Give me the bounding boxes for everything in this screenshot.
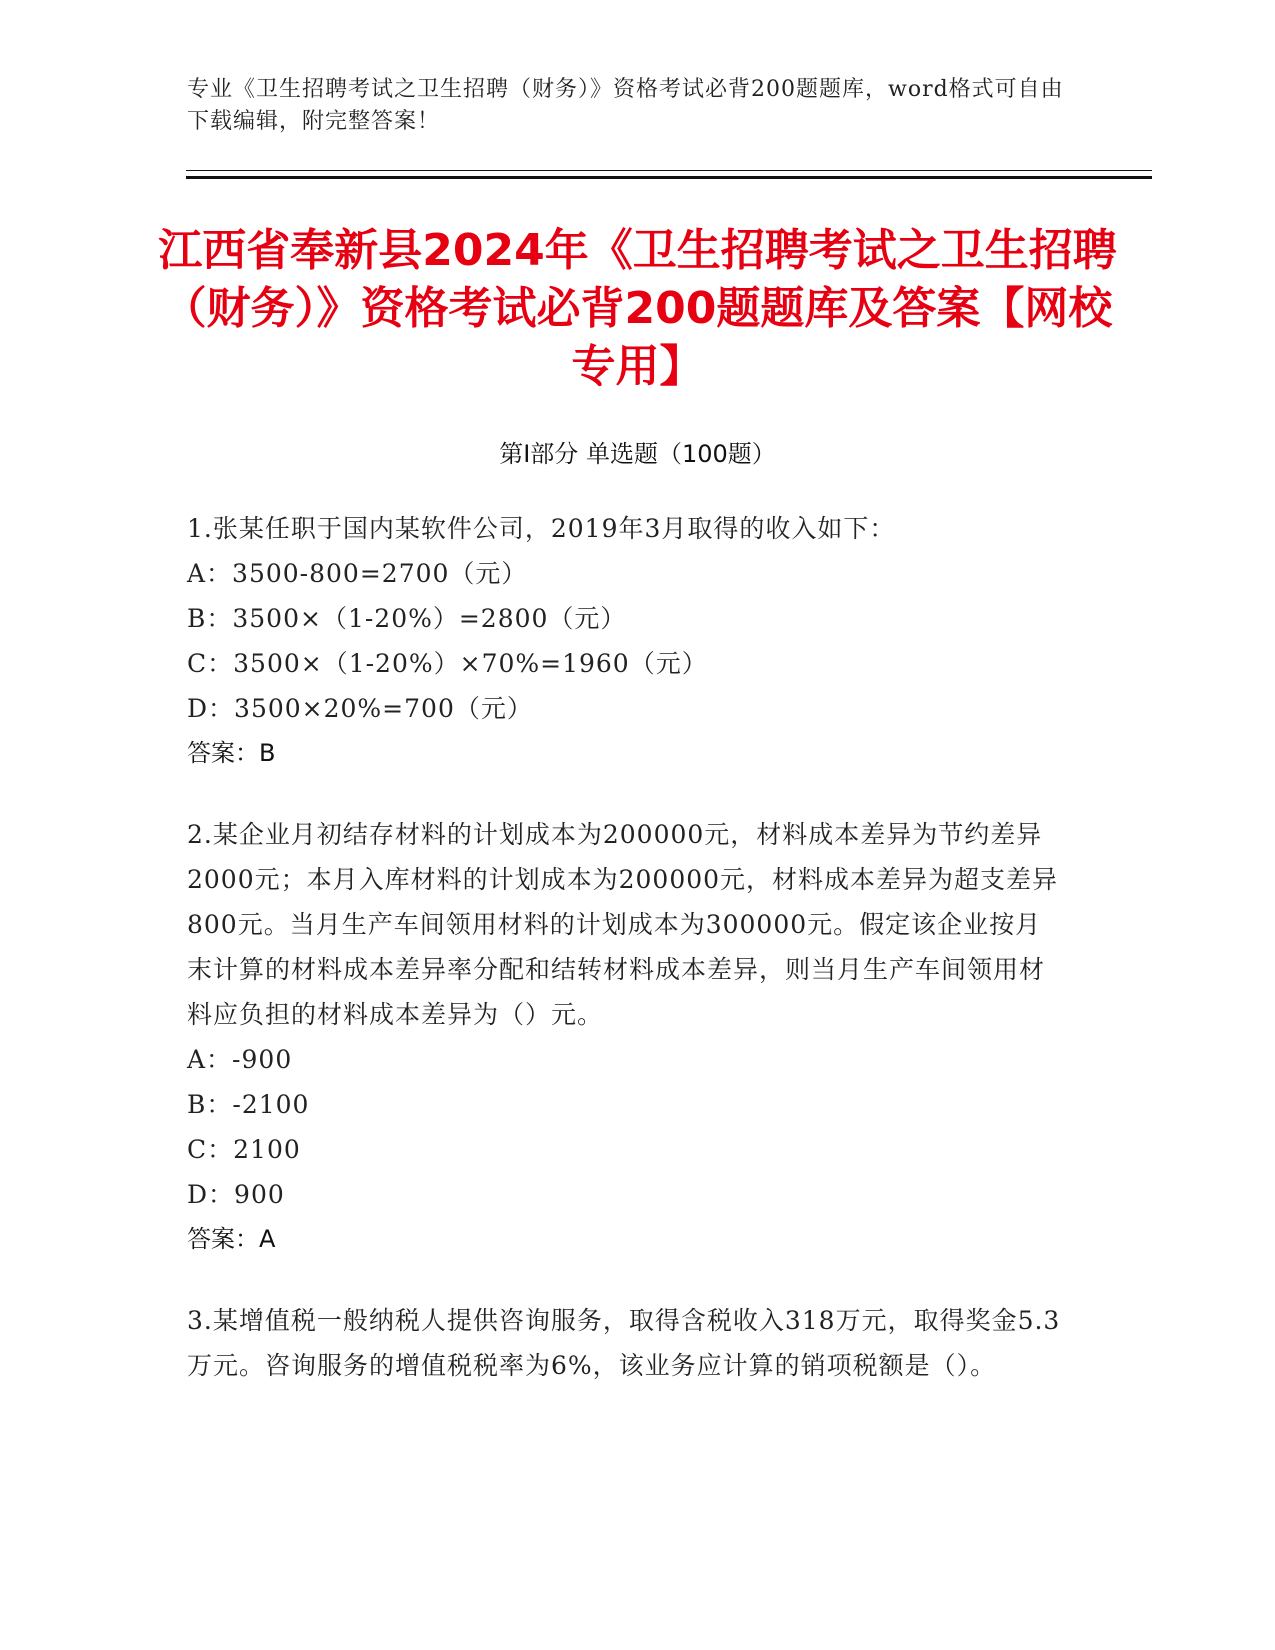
header-note: 专业《卫生招聘考试之卫生招聘（财务）》资格考试必背200题题库，word格式可自由下载编辑，附完整答案！ — [187, 77, 1064, 134]
question-1-stem: 1.张某任职于国内某软件公司，2019年3月取得的收入如下： — [187, 514, 896, 543]
question-2-option-b: B：-2100 — [187, 1090, 310, 1119]
question-2-option-d: D：900 — [187, 1180, 285, 1209]
question-1-option-a: A：3500-800=2700（元） — [187, 559, 528, 588]
question-2-answer: 答案：A — [187, 1225, 276, 1253]
question-1-option-d: D：3500×20%=700（元） — [187, 694, 533, 723]
question-1-option-b: B：3500×（1-20%）=2800（元） — [187, 604, 627, 633]
question-2-option-a: A：-900 — [187, 1045, 293, 1074]
document-title: 江西省奉新县2024年《卫生招聘考试之卫生招聘（财务）》资格考试必背200题题库及答案【网校专用】 — [158, 225, 1117, 392]
section-heading: 第I部分 单选题（100题） — [499, 440, 776, 468]
header-divider-thin — [186, 170, 1152, 171]
question-3-stem: 3.某增值税一般纳税人提供咨询服务，取得含税收入318万元，取得奖金5.3万元。咨询服务的增值税税率为6%，该业务应计算的销项税额是（）。 — [187, 1306, 1061, 1380]
question-1-answer: 答案：B — [187, 739, 276, 767]
question-2-stem: 2.某企业月初结存材料的计划成本为200000元，材料成本差异为节约差异2000元；本月入库材料的计划成本为200000元，材料成本差异为超支差异800元。当月生产车间领用材料的计划成本为300000元。假定该企业按月末计算的材料成本差异率分配和结转材料成本差异，则当月生产车间领用材料应负担的材料成本差异为（）元。 — [187, 820, 1059, 1029]
question-2-option-c: C：2100 — [187, 1135, 301, 1164]
header-divider-thick — [186, 176, 1152, 179]
question-1-option-c: C：3500×（1-20%）×70%=1960（元） — [187, 649, 708, 678]
